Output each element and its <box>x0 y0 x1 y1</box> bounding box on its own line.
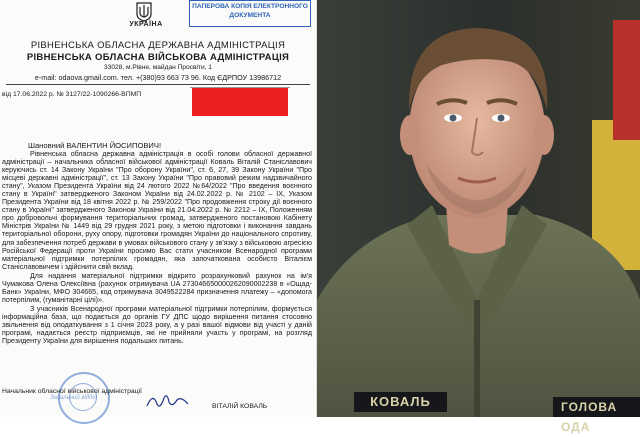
letter-body <box>2 150 312 346</box>
greeting: Шановний ВАЛЕНТИН ЙОСИПОВИЧ! <box>28 141 162 150</box>
electronic-copy-stamp: ПАПЕРОВА КОПІЯ ЕЛЕКТРОННОГО ДОКУМЕНТА <box>189 0 311 27</box>
portrait-illustration <box>317 0 640 417</box>
country-name: УКРАЇНА <box>129 21 163 28</box>
signatory-title: Начальник обласної військової адміністрації <box>2 388 142 395</box>
red-redaction-box <box>192 88 288 116</box>
org-contacts: e-mail: odaova.gmail.com. тел. +(380)93 663 73 96. Код ЄДРПОУ 13986712 <box>34 73 282 82</box>
paragraph: З учасників Всенародної програми матеріальної підтримки потерпілим, формується інформаційна база, що подається до органів ГУ ДПС щодо вирішення питання стосовно звільнення від оподаткування з 1 січня 2023 року, а у разі вашої відмови від участі у даній програмі, надається реєстр підприємців, які не прийняли участь у програмі, на розгляд Президенту України для вирішення подальших питань. <box>2 304 312 346</box>
position-tag-patch: ГОЛОВА ОДА <box>553 397 640 417</box>
handwritten-signature-icon <box>145 390 190 412</box>
paragraph: Рівненська обласна державна адміністрація в особі голови обласної державної адміністрації – начальника обласної військової адміністрації Коваль Віталій Станіславович керуючись ст. 14 Закону України "Про оборону України", ст. 6, 27, 39 Закону України "Про місцеві державні адміністрації", ст. 13 Закону України "Про правовий режим надзвичайного стану", Указом Президента України від 24 лютого 2022 №64/2022 "Про введення воєнного стану в Україні" затвердженого Законом України від 24.02.2022 р. № 2102 – IX, Указом Президента України від 18 квітня 2022 р. № 259/2022 "Про продовження строку дії воєнного стану в Україні" затвердженого Законом України від 21.04.2022 р. № 2212 – IX, Положенням про добровольчі формування територіальних громад, затвердженого постановою Кабінету Міністрів України № 1449 від 29 грудня 2021 року, з метою підготовки і виконання завдань територіальної оборони, руху опору, підготовки громадян України до національного спротиву, для забезпечення потреб держави в умовах військового стану у зв'язку з військовою агресією Російської Федерації проти України просимо Вас стати учасником Всенародної програми матеріальної підтримки потерпілих громадян, яка започаткована особисто Віталієм Станіславовичем і здійснити свій вклад. <box>2 150 312 271</box>
paragraph: Для надання матеріальної підтримки відкрито розрахунковий рахунок на ім'я Чумакова Олена Олексіївна (рахунок отримувача UA 273046650000262090002238 в «Ощад-Банк» України, МФО 304665, код отримувача 3049522284 призначення платежу – «допомога потерпілим, (гуманітарні цілі)». <box>2 271 312 304</box>
header-divider <box>6 84 310 85</box>
org-military-administration: РІВНЕНСЬКА ОБЛАСНА ВІЙСЬКОВА АДМІНІСТРАЦІЯ <box>26 52 290 63</box>
seal-text: Загальний відділ <box>50 395 98 401</box>
official-portrait-photo <box>317 0 640 434</box>
flag-red <box>613 20 640 140</box>
name-tag-patch: КОВАЛЬ <box>354 392 447 412</box>
trident-coat-of-arms-icon <box>135 2 153 22</box>
reference-number: від 17.06.2022 р. № 3127/22-1090266-ВПМП <box>2 91 142 98</box>
signatory-name: ВІТАЛІЙ КОВАЛЬ <box>212 403 268 410</box>
org-state-administration: РІВНЕНСЬКА ОБЛАСНА ДЕРЖАВНА АДМІНІСТРАЦІЯ <box>30 40 286 51</box>
org-address: 33028, м.Рівне, майдан Просвіти, 1 <box>104 64 212 71</box>
letter-document <box>0 0 316 417</box>
